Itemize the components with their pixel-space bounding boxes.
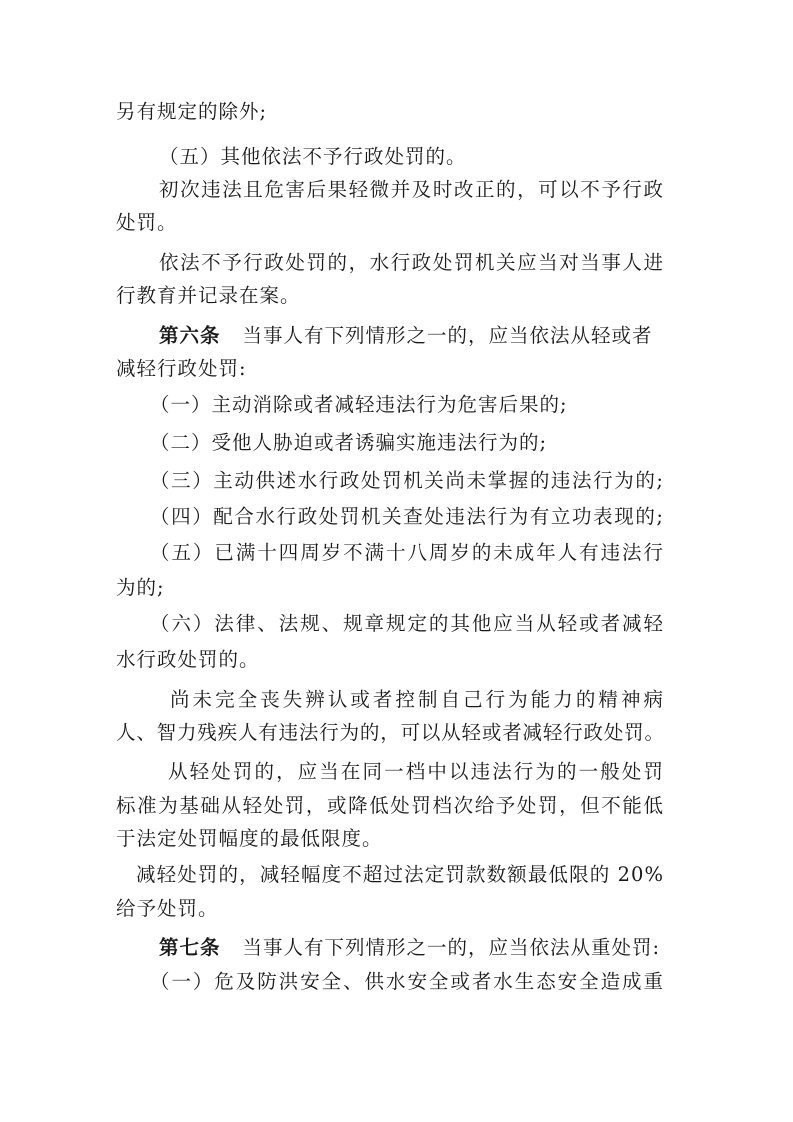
list-item: （五）已满十四周岁不满十八周岁的未成年人有违法行	[150, 541, 664, 564]
text-line: 于法定处罚幅度的最低限度。	[116, 827, 383, 850]
text-line: 尚未完全丧失辨认或者控制自己行为能力的精神病	[170, 688, 664, 711]
text-line: 减轻处罚的，减轻幅度不超过法定罚款数额最低限的 20%	[136, 863, 664, 886]
text-line: 从轻处罚的，应当在同一档中以违法行为的一般处罚	[168, 760, 664, 783]
text-line: 初次违法且危害后果轻微并及时改正的，可以不予行政	[159, 178, 664, 201]
text-line: （五）其他依法不予行政处罚的。	[159, 145, 467, 168]
text-line: 标准为基础从轻处罚，或降低处罚档次给予处罚，但不能低	[116, 794, 664, 817]
list-item: （一）主动消除或者减轻违法行为危害后果的;	[150, 393, 568, 416]
text-line: 减轻行政处罚:	[116, 357, 247, 380]
list-item: （三）主动供述水行政处罚机关尚未掌握的违法行为的;	[150, 469, 664, 492]
text-line: 人、智力残疾人有违法行为的，可以从轻或者减轻行政处罚。	[116, 721, 664, 744]
list-item: （六）法律、法规、规章规定的其他应当从轻或者减轻	[150, 612, 664, 635]
list-item: （一）危及防洪安全、供水安全或者水生态安全造成重	[150, 970, 664, 993]
list-item: （二）受他人胁迫或者诱骗实施违法行为的;	[150, 431, 548, 454]
text-line: 依法不予行政处罚的，水行政处罚机关应当对当事人进	[159, 251, 664, 274]
text-line: 另有规定的除外;	[116, 100, 268, 123]
article-6-first-line: 第六条 当事人有下列情形之一的，应当依法从轻或者	[159, 316, 793, 356]
article-7-heading: 第七条	[159, 936, 221, 959]
article-7-first-line: 第七条 当事人有下列情形之一的，应当依法从重处罚:	[159, 928, 793, 968]
text-line: 为的;	[116, 576, 165, 599]
text-line: 行教育并记录在案。	[116, 284, 301, 307]
list-item: （四）配合水行政处罚机关查处违法行为有立功表现的;	[150, 505, 664, 528]
text-line: 水行政处罚的。	[116, 648, 260, 671]
text-line: 给予处罚。	[116, 897, 219, 920]
article-6-heading: 第六条	[159, 324, 221, 347]
text-line: 处罚。	[116, 211, 178, 234]
